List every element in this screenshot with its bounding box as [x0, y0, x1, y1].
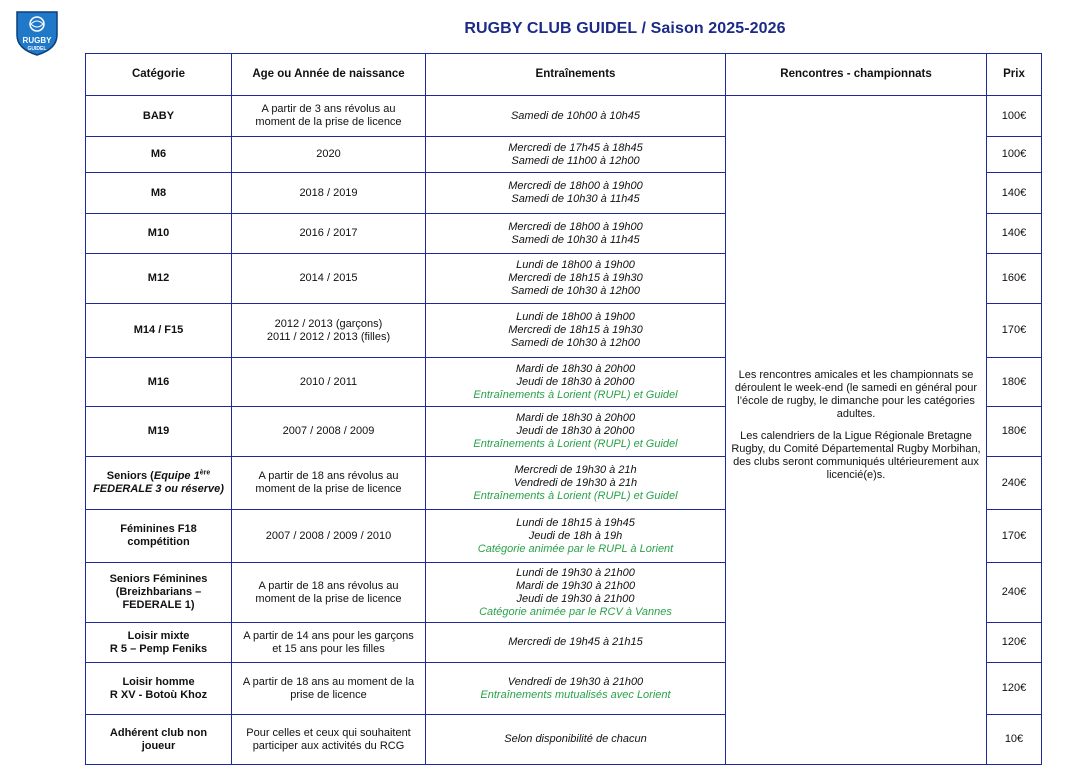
schedule-table	[85, 53, 1042, 765]
age-cell	[232, 715, 426, 765]
training-line: Mercredi de 18h00 à 19h00	[508, 180, 643, 192]
age-line: prise de licence	[290, 688, 367, 701]
category-line: M8	[150, 186, 167, 199]
training-line: Jeudi de 19h30 à 21h00	[516, 592, 635, 605]
price-cell: 100€	[987, 137, 1042, 173]
training-line: Jeudi de 18h30 à 20h00	[516, 425, 635, 437]
category-superscript: ère	[199, 469, 211, 477]
age-cell	[232, 214, 426, 254]
training-line: Mercredi de 18h15 à 19h30	[508, 324, 643, 336]
training-line: Mardi de 18h30 à 20h00	[515, 362, 636, 375]
age-cell	[232, 510, 426, 563]
header-training: Entraînements	[426, 54, 726, 96]
training-cell	[426, 457, 726, 510]
training-cell	[426, 563, 726, 623]
category-line: Adhérent club non	[109, 726, 208, 739]
age-line: Pour celles et ceux qui souhaitent	[246, 726, 411, 739]
age-cell	[232, 623, 426, 663]
age-cell	[232, 304, 426, 358]
category-text: Seniors (	[106, 470, 154, 482]
training-line: Mardi de 18h30 à 20h00	[515, 412, 636, 424]
training-line: Samedi de 10h30 à 11h45	[511, 193, 640, 205]
training-line: Samedi de 11h00 à 12h00	[511, 154, 640, 167]
price-cell: 180€	[987, 358, 1042, 407]
training-cell	[426, 304, 726, 358]
training-line: Samedi de 10h30 à 11h45	[511, 233, 640, 246]
category-line: Loisir mixte	[127, 629, 190, 642]
age-line: et 15 ans pour les filles	[272, 642, 385, 655]
category-text: FEDERALE 3 ou réserve)	[93, 483, 224, 495]
training-cell	[426, 137, 726, 173]
category-cell	[86, 663, 232, 715]
category-cell	[86, 457, 232, 510]
category-line: M16	[147, 375, 170, 388]
page-title: RUGBY CLUB GUIDEL / Saison 2025-2026	[464, 20, 786, 37]
category-line: R XV - Botoù Khoz	[109, 688, 208, 701]
training-line: Samedi de 10h30 à 12h00	[510, 285, 641, 297]
category-line: joueur	[141, 739, 176, 752]
table-header-row	[86, 54, 1042, 96]
training-cell	[426, 214, 726, 254]
age-line: 2014 / 2015	[299, 272, 358, 284]
age-cell	[232, 407, 426, 457]
age-line: A partir de 3 ans révolus au	[261, 103, 396, 115]
category-cell	[86, 173, 232, 214]
calendar-paragraph: Les calendriers de la Ligue Régionale Bretagne Rugby, du Comité Départemental Rugby Morbihan, des clubs seront communiqués ultérieurement aux licencié(e)s.	[731, 430, 981, 481]
age-line: moment de la prise de licence	[255, 116, 402, 128]
price-cell: 180€	[987, 407, 1042, 457]
price-cell: 120€	[987, 623, 1042, 663]
age-cell	[232, 137, 426, 173]
age-cell	[232, 358, 426, 407]
age-line: A partir de 14 ans pour les garçons	[243, 629, 414, 642]
training-cell	[426, 358, 726, 407]
age-line: 2018 / 2019	[299, 186, 358, 199]
category-line: Seniors Féminines	[109, 573, 208, 585]
category-line: M12	[147, 272, 170, 284]
training-line: Lundi de 18h00 à 19h00	[516, 311, 635, 323]
age-line: participer aux activités du RCG	[252, 739, 405, 752]
category-cell	[86, 304, 232, 358]
age-line: A partir de 18 ans révolus au	[258, 470, 399, 482]
price-cell: 170€	[987, 510, 1042, 563]
category-line: M10	[147, 227, 170, 239]
training-note-line: Catégorie animée par le RCV à Vannes	[479, 605, 672, 618]
category-cell	[86, 623, 232, 663]
logo-text: RUGBY	[22, 36, 52, 45]
training-line: Mercredi de 19h30 à 21h	[514, 463, 637, 476]
category-line: Féminines F18	[120, 523, 197, 535]
training-line: Vendredi de 19h30 à 21h00	[507, 675, 644, 688]
price-cell: 240€	[987, 457, 1042, 510]
training-cell	[426, 663, 726, 715]
category-text: Equipe 1	[153, 470, 200, 482]
age-line: 2011 / 2012 / 2013 (filles)	[266, 330, 391, 343]
training-cell	[426, 96, 726, 137]
age-line: 2010 / 2011	[299, 375, 358, 388]
training-cell	[426, 715, 726, 765]
price-cell: 100€	[987, 96, 1042, 137]
header-matches: Rencontres - championnats	[726, 54, 987, 96]
training-cell	[426, 173, 726, 214]
training-line: Vendredi de 19h30 à 21h	[513, 476, 638, 489]
category-line: M6	[150, 148, 167, 160]
training-note-line: Entraînements à Lorient (RUPL) et Guidel	[473, 388, 678, 401]
training-cell	[426, 623, 726, 663]
training-note-line: Entraînements à Lorient (RUPL) et Guidel	[473, 438, 678, 450]
category-cell	[86, 137, 232, 173]
category-line: (Breizhbarians –	[115, 586, 202, 598]
age-line: 2016 / 2017	[299, 227, 358, 239]
age-cell	[232, 96, 426, 137]
training-line: Lundi de 18h15 à 19h45	[516, 516, 635, 529]
category-cell	[86, 254, 232, 304]
category-cell	[86, 96, 232, 137]
age-line: A partir de 18 ans au moment de la	[242, 675, 415, 688]
training-cell	[426, 407, 726, 457]
price-cell: 120€	[987, 663, 1042, 715]
svg-text:GUIDEL: GUIDEL	[27, 46, 47, 52]
age-line: A partir de 18 ans révolus au	[258, 579, 399, 592]
age-cell	[232, 457, 426, 510]
training-cell	[426, 254, 726, 304]
age-line: 2007 / 2008 / 2009	[282, 425, 375, 437]
matches-info-cell	[726, 96, 987, 765]
header-price: Prix	[987, 54, 1042, 96]
training-line: Jeudi de 18h30 à 20h00	[516, 375, 635, 388]
price-cell: 140€	[987, 173, 1042, 214]
category-cell	[86, 214, 232, 254]
category-cell	[86, 407, 232, 457]
category-line: Loisir homme	[122, 675, 195, 688]
category-line: R 5 – Pemp Feniks	[109, 642, 208, 655]
header-category: Catégorie	[86, 54, 232, 96]
training-cell	[426, 510, 726, 563]
price-cell: 170€	[987, 304, 1042, 358]
table-row	[86, 96, 1042, 137]
training-line: Lundi de 18h00 à 19h00	[516, 259, 635, 271]
age-cell	[232, 663, 426, 715]
category-line: FEDERALE 1)	[122, 599, 195, 611]
age-cell	[232, 254, 426, 304]
age-cell	[232, 563, 426, 623]
age-line: 2012 / 2013 (garçons)	[274, 317, 383, 330]
category-line: M19	[147, 425, 170, 437]
category-cell	[86, 715, 232, 765]
age-line: 2020	[316, 148, 341, 160]
training-line: Samedi de 10h30 à 12h00	[510, 337, 641, 349]
category-cell	[86, 358, 232, 407]
training-line: Mercredi de 18h15 à 19h30	[508, 272, 643, 284]
category-cell	[86, 563, 232, 623]
training-line: Mercredi de 19h45 à 21h15	[508, 636, 643, 648]
price-cell: 240€	[987, 563, 1042, 623]
matches-paragraph: Les rencontres amicales et les championnats se déroulent le week-end (le samedi en général pour l’école de rugby, le dimanche pour les catégories adultes.	[734, 369, 978, 420]
training-line: Mercredi de 17h45 à 18h45	[508, 141, 643, 154]
training-note-line: Catégorie animée par le RUPL à Lorient	[477, 542, 674, 555]
training-line: Samedi de 10h00 à 10h45	[510, 109, 641, 122]
training-line: Mercredi de 18h00 à 19h00	[508, 220, 643, 233]
training-note-line: Entraînements à Lorient (RUPL) et Guidel	[473, 489, 678, 502]
training-line: Jeudi de 18h à 19h	[528, 529, 623, 542]
age-line: moment de la prise de licence	[255, 592, 402, 605]
category-cell	[86, 510, 232, 563]
training-line: Selon disponibilité de chacun	[504, 733, 647, 745]
price-cell: 10€	[987, 715, 1042, 765]
category-line: BABY	[142, 109, 175, 122]
training-line: Lundi de 19h30 à 21h00	[516, 566, 635, 579]
age-cell	[232, 173, 426, 214]
price-cell: 160€	[987, 254, 1042, 304]
category-line: M14 / F15	[133, 324, 184, 336]
training-line: Mardi de 19h30 à 21h00	[515, 579, 636, 592]
training-note-line: Entraînements mutualisés avec Lorient	[480, 688, 671, 701]
category-line: compétition	[127, 536, 190, 548]
header-age: Age ou Année de naissance	[232, 54, 426, 96]
age-line: moment de la prise de licence	[255, 483, 402, 495]
price-cell: 140€	[987, 214, 1042, 254]
age-line: 2007 / 2008 / 2009 / 2010	[265, 529, 392, 542]
